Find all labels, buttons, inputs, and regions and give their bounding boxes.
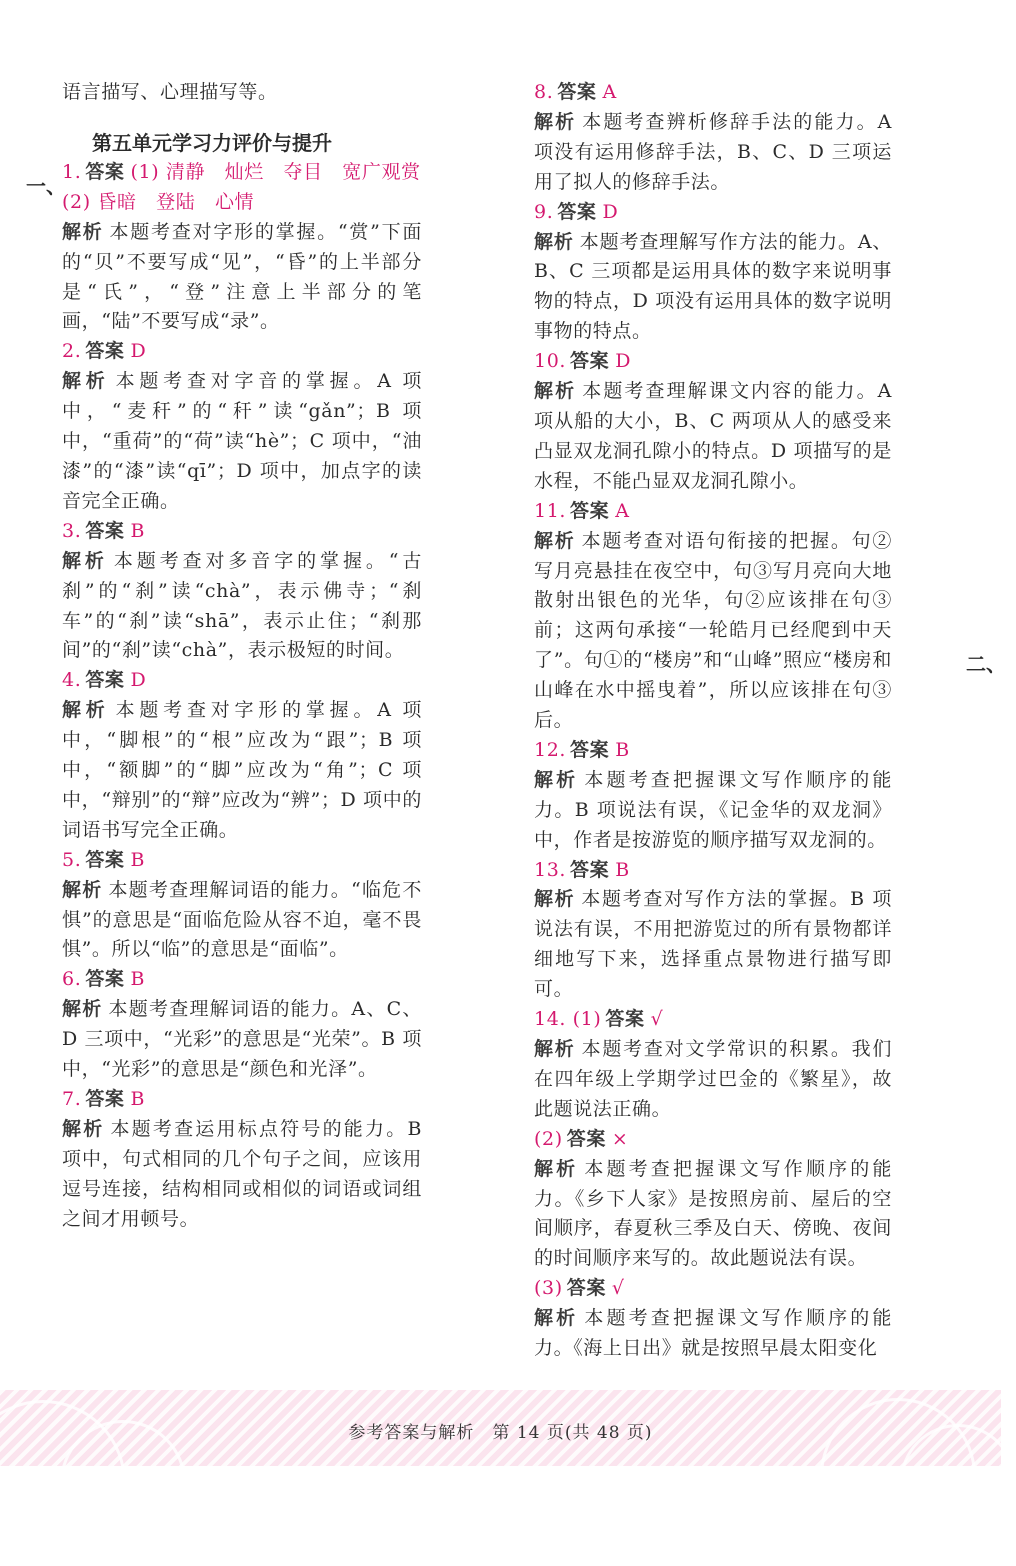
answer-label: 答案 — [570, 738, 610, 761]
answer-item-4 — [62, 666, 422, 845]
item-number: 10. — [534, 350, 567, 373]
analysis-label: 解析 — [534, 1038, 576, 1060]
analysis-text: 本题考查理解词语的能力。“临危不惧”的意思是“面临危险从容不迫，毫不畏惧”。所以“临”的意思是“面临”。 — [62, 878, 422, 961]
answer-value: A — [615, 499, 630, 522]
analysis-text: 本题考查把握课文写作顺序的能力。B 项说法有误，《记金华的双龙洞》中，作者是按游览的顺序描写双龙洞的。 — [534, 768, 893, 851]
unit-title: 第五单元学习力评价与提升 — [92, 130, 332, 155]
item-number: 14. (1) — [534, 1008, 602, 1031]
analysis-text: 本题考查理解写作方法的能力。A、B、C 三项都是运用具体的数字来说明事物的特点，D 项没有运用具体的数字说明事物的特点。 — [534, 230, 892, 343]
item-number: 6. — [62, 968, 82, 991]
answer-item-11 — [534, 497, 892, 736]
analysis-text: 本题考查对多音字的掌握。“古刹”的“刹”读“chà”，表示佛寺；“刹车”的“刹”读“shā”，表示止住；“刹那间”的“刹”读“chà”，表示极短的时间。 — [62, 549, 422, 662]
analysis-text: 本题考查理解课文内容的能力。A 项从船的大小，B、C 两项从人的感受来凸显双龙洞孔隙小的特点。D 项描写的是水程，不能凸显双龙洞孔隙小。 — [534, 380, 892, 492]
answer-label: 答案 — [85, 340, 125, 363]
analysis-label: 解析 — [534, 529, 576, 552]
analysis-text: 本题考查把握课文写作顺序的能力。《海上日出》就是按照早晨太阳变化 — [534, 1307, 893, 1360]
analysis-text: 本题考查对字形的掌握。A 项中，“脚根”的“根”应改为“跟”；B 项中，“额脚”的“脚”应改为“角”；C 项中，“辩别”的“辩”应改为“辨”；D 项中的词语书写完全正确。 — [62, 699, 422, 841]
analysis-text: 本题考查对写作方法的掌握。B 项说法有误，不用把游览过的所有景物都详细地写下来，选择重点景物进行描写即可。 — [534, 888, 893, 1001]
answer-label: 答案 — [85, 160, 125, 183]
analysis-text: 本题考查对字音的掌握。A 项中，“麦秆”的“秆”读“gǎn”；B 项中，“重荷”的“荷”读“hè”；C 项中，“油漆”的“漆”读“qī”；D 项中，加点字的读音完全正确。 — [62, 370, 422, 512]
answer-value: B — [615, 738, 630, 761]
answer-value-extra: (2) 昏暗 登陆 心情 — [62, 190, 255, 213]
section-marker-two: 二、 — [966, 652, 1006, 676]
analysis-label: 解析 — [534, 888, 576, 911]
answer-value: √ — [611, 1277, 625, 1300]
item-number: 5. — [62, 848, 82, 871]
answer-value: √ — [650, 1008, 664, 1031]
answer-label: 答案 — [570, 350, 610, 373]
answer-item-12 — [534, 736, 892, 856]
answer-label: 答案 — [85, 669, 125, 692]
answer-value: B — [130, 848, 146, 871]
answer-value: B — [130, 1088, 146, 1110]
answer-item-14-2 — [534, 1125, 892, 1275]
item-number: 2. — [62, 340, 82, 363]
answer-item-7 — [62, 1085, 422, 1235]
answer-label: 答案 — [85, 968, 125, 991]
item-number: 1. — [62, 160, 82, 183]
answer-item-9 — [534, 198, 892, 348]
answer-item-10 — [534, 347, 892, 497]
answer-label: 答案 — [570, 858, 610, 881]
answer-item-14-1 — [534, 1005, 892, 1125]
analysis-label: 解析 — [534, 1307, 579, 1330]
answer-item-3 — [62, 517, 422, 667]
analysis-label: 解析 — [62, 370, 110, 393]
answer-value: D — [130, 669, 147, 692]
item-number: 3. — [62, 519, 82, 542]
item-number: 11. — [534, 499, 567, 522]
answer-item-1 — [62, 158, 422, 337]
answer-item-14-3 — [534, 1274, 892, 1364]
section-marker-one: 一、 — [26, 174, 66, 198]
answer-value: A — [602, 81, 617, 103]
answer-label: 答案 — [566, 1127, 606, 1150]
answer-label: 答案 — [566, 1277, 606, 1300]
analysis-text: 本题考查运用标点符号的能力。B 项中，句式相同的几个句子之间，应该用逗号连接，结构相同或相似的词语或词组之间才用顿号。 — [62, 1117, 423, 1230]
answer-item-5 — [62, 846, 422, 966]
item-number: 9. — [534, 200, 554, 223]
answer-label: 答案 — [85, 1088, 125, 1110]
page-footer — [0, 1390, 1001, 1466]
answer-value: D — [615, 350, 632, 373]
analysis-label: 解析 — [62, 699, 110, 722]
item-number: 8. — [534, 81, 554, 103]
answer-value: D — [602, 200, 619, 223]
answer-value: (1) 清静 灿烂 夺目 宽广观赏 — [130, 160, 421, 183]
analysis-label: 解析 — [62, 998, 103, 1021]
analysis-label: 解析 — [62, 220, 104, 243]
intro-line: 语言描写、心理描写等。 — [62, 81, 278, 103]
answer-label: 答案 — [85, 848, 125, 871]
item-number: 4. — [62, 669, 82, 692]
analysis-label: 解析 — [534, 768, 579, 791]
analysis-text: 本题考查辨析修辞手法的能力。A 项没有运用修辞手法，B、C、D 三项运用了拟人的修辞手法。 — [534, 110, 892, 193]
answer-label: 答案 — [570, 499, 610, 522]
item-number: 12. — [534, 738, 567, 761]
answer-item-8 — [534, 78, 892, 198]
answer-item-13 — [534, 856, 892, 1006]
analysis-label: 解析 — [534, 230, 574, 253]
left-column — [62, 78, 422, 1235]
analysis-label: 解析 — [62, 878, 103, 901]
analysis-text: 本题考查对字形的掌握。“赏”下面的“贝”不要写成“见”，“昏”的上半部分是“氏”，“登”注意上半部分的笔画，“陆”不要写成“录”。 — [62, 220, 422, 333]
item-number: 7. — [62, 1088, 82, 1110]
analysis-text: 本题考查对文学常识的积累。我们在四年级上学期学过巴金的《繁星》，故此题说法正确。 — [534, 1038, 892, 1120]
item-number: (2) — [534, 1127, 563, 1150]
item-number: (3) — [534, 1277, 563, 1300]
answer-label: 答案 — [557, 200, 597, 223]
analysis-label: 解析 — [534, 1157, 579, 1180]
answer-item-2 — [62, 337, 422, 516]
analysis-label: 解析 — [534, 110, 577, 133]
analysis-label: 解析 — [62, 1117, 105, 1140]
answer-value: B — [130, 968, 146, 991]
answer-value: × — [611, 1127, 629, 1150]
analysis-text: 本题考查对语句衔接的把握。句②写月亮悬挂在夜空中，句③写月亮向大地散射出银色的光华，句②应该排在句③前；这两句承接“一轮皓月已经爬到中天了”。句①的“楼房”和“山峰”照应“楼房和山峰在水中摇曳着”，所以应该排在句③后。 — [534, 529, 892, 732]
analysis-label: 解析 — [62, 549, 108, 572]
right-column — [534, 78, 892, 1364]
analysis-text: 本题考查把握课文写作顺序的能力。《乡下人家》是按照房前、屋后的空间顺序，春夏秋三季及白天、傍晚、夜间的时间顺序来写的。故此题说法有误。 — [534, 1157, 893, 1270]
page-number-text: 参考答案与解析 第 14 页(共 48 页) — [348, 1423, 653, 1443]
answer-value: D — [130, 340, 147, 363]
item-number: 13. — [534, 858, 567, 881]
answer-value: B — [615, 858, 630, 881]
answer-value: B — [130, 519, 146, 542]
answer-label: 答案 — [85, 519, 125, 542]
answer-item-6 — [62, 965, 422, 1085]
analysis-label: 解析 — [534, 380, 577, 403]
answer-label: 答案 — [605, 1008, 645, 1031]
analysis-text: 本题考查理解词语的能力。A、C、D 三项中，“光彩”的意思是“光荣”。B 项中，“光彩”的意思是“颜色和光泽”。 — [62, 998, 422, 1081]
answer-label: 答案 — [557, 81, 597, 103]
